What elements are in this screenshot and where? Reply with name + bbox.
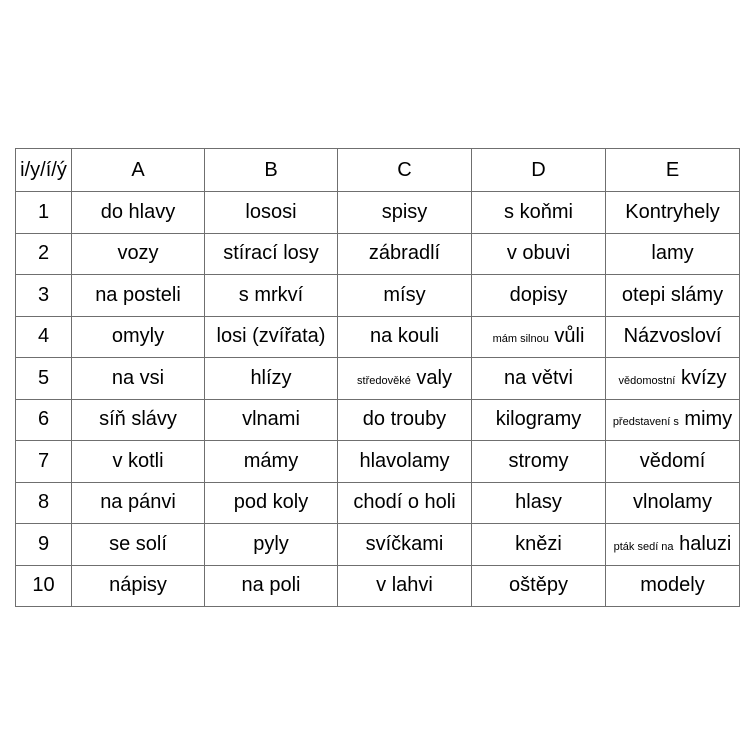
table-row	[16, 399, 740, 441]
cell-e	[606, 524, 740, 566]
row-number: 9	[16, 524, 72, 566]
cell-word: valy	[416, 366, 452, 389]
cell-a: na vsi	[72, 358, 205, 400]
table-row	[16, 441, 740, 483]
cell-e: vědomí	[606, 441, 740, 483]
cell-e: lamy	[606, 233, 740, 275]
cell-e: modely	[606, 565, 740, 607]
cell-d: knězi	[472, 524, 606, 566]
cell-c: svíčkami	[338, 524, 472, 566]
cell-d: stromy	[472, 441, 606, 483]
corner-label: i/y/í/ý	[16, 149, 72, 192]
row-number: 7	[16, 441, 72, 483]
row-number: 2	[16, 233, 72, 275]
column-header-c: C	[338, 149, 472, 192]
header-row	[16, 149, 740, 192]
cell-d: v obuvi	[472, 233, 606, 275]
row-number: 10	[16, 565, 72, 607]
cell-b: stírací losy	[205, 233, 338, 275]
cell-a: vozy	[72, 233, 205, 275]
column-header-d: D	[472, 149, 606, 192]
table-row	[16, 233, 740, 275]
table-row	[16, 192, 740, 234]
cell-b: pod koly	[205, 482, 338, 524]
cell-d: s koňmi	[472, 192, 606, 234]
cell-prefix-text: středověké	[357, 374, 411, 387]
table-row	[16, 358, 740, 400]
table-row	[16, 275, 740, 317]
cell-c: v lahvi	[338, 565, 472, 607]
cell-a: na pánvi	[72, 482, 205, 524]
cell-c: chodí o holi	[338, 482, 472, 524]
cell-prefix-text: představení s	[612, 416, 679, 429]
cell-c: spisy	[338, 192, 472, 234]
column-header-e: E	[606, 149, 740, 192]
cell-e: Kontryhely	[606, 192, 740, 234]
row-number: 4	[16, 316, 72, 358]
cell-a: na posteli	[72, 275, 205, 317]
cell-b: pyly	[205, 524, 338, 566]
cell-c: hlavolamy	[338, 441, 472, 483]
row-number: 1	[16, 192, 72, 234]
cell-word: vůli	[554, 325, 585, 348]
cell-e: otepi slámy	[606, 275, 740, 317]
row-number: 6	[16, 399, 72, 441]
column-header-b: B	[205, 149, 338, 192]
cell-e	[606, 358, 740, 400]
row-number: 8	[16, 482, 72, 524]
cell-d: hlasy	[472, 482, 606, 524]
cell-c: do trouby	[338, 399, 472, 441]
cell-a: v kotli	[72, 441, 205, 483]
cell-e: Názvosloví	[606, 316, 740, 358]
cell-b: hlízy	[205, 358, 338, 400]
table-row	[16, 524, 740, 566]
cell-c: zábradlí	[338, 233, 472, 275]
row-number: 5	[16, 358, 72, 400]
cell-d: dopisy	[472, 275, 606, 317]
cell-a: nápisy	[72, 565, 205, 607]
cell-b: na poli	[205, 565, 338, 607]
cell-prefix-text: mám silnou	[492, 333, 549, 346]
cell-d	[472, 316, 606, 358]
cell-b: mámy	[205, 441, 338, 483]
cell-prefix-text: vědomostní	[618, 374, 676, 387]
cell-c	[338, 358, 472, 400]
cell-b: s mrkví	[205, 275, 338, 317]
cell-e: vlnolamy	[606, 482, 740, 524]
cell-word: kvízy	[680, 366, 727, 389]
cell-word: mimy	[684, 408, 733, 431]
column-header-a: A	[72, 149, 205, 192]
cell-a: do hlavy	[72, 192, 205, 234]
cell-e	[606, 399, 740, 441]
table-row	[16, 565, 740, 607]
exercise-table	[15, 148, 740, 607]
table-row	[16, 482, 740, 524]
cell-b: vlnami	[205, 399, 338, 441]
cell-b: lososi	[205, 192, 338, 234]
cell-a: se solí	[72, 524, 205, 566]
cell-a: síň slávy	[72, 399, 205, 441]
cell-b: losi (zvířata)	[205, 316, 338, 358]
cell-d: oštěpy	[472, 565, 606, 607]
cell-d: na větvi	[472, 358, 606, 400]
cell-c: na kouli	[338, 316, 472, 358]
cell-prefix-text: pták sedí na	[613, 540, 674, 553]
row-number: 3	[16, 275, 72, 317]
cell-d: kilogramy	[472, 399, 606, 441]
cell-a: omyly	[72, 316, 205, 358]
cell-word: haluzi	[679, 532, 732, 555]
cell-c: mísy	[338, 275, 472, 317]
table-row	[16, 316, 740, 358]
